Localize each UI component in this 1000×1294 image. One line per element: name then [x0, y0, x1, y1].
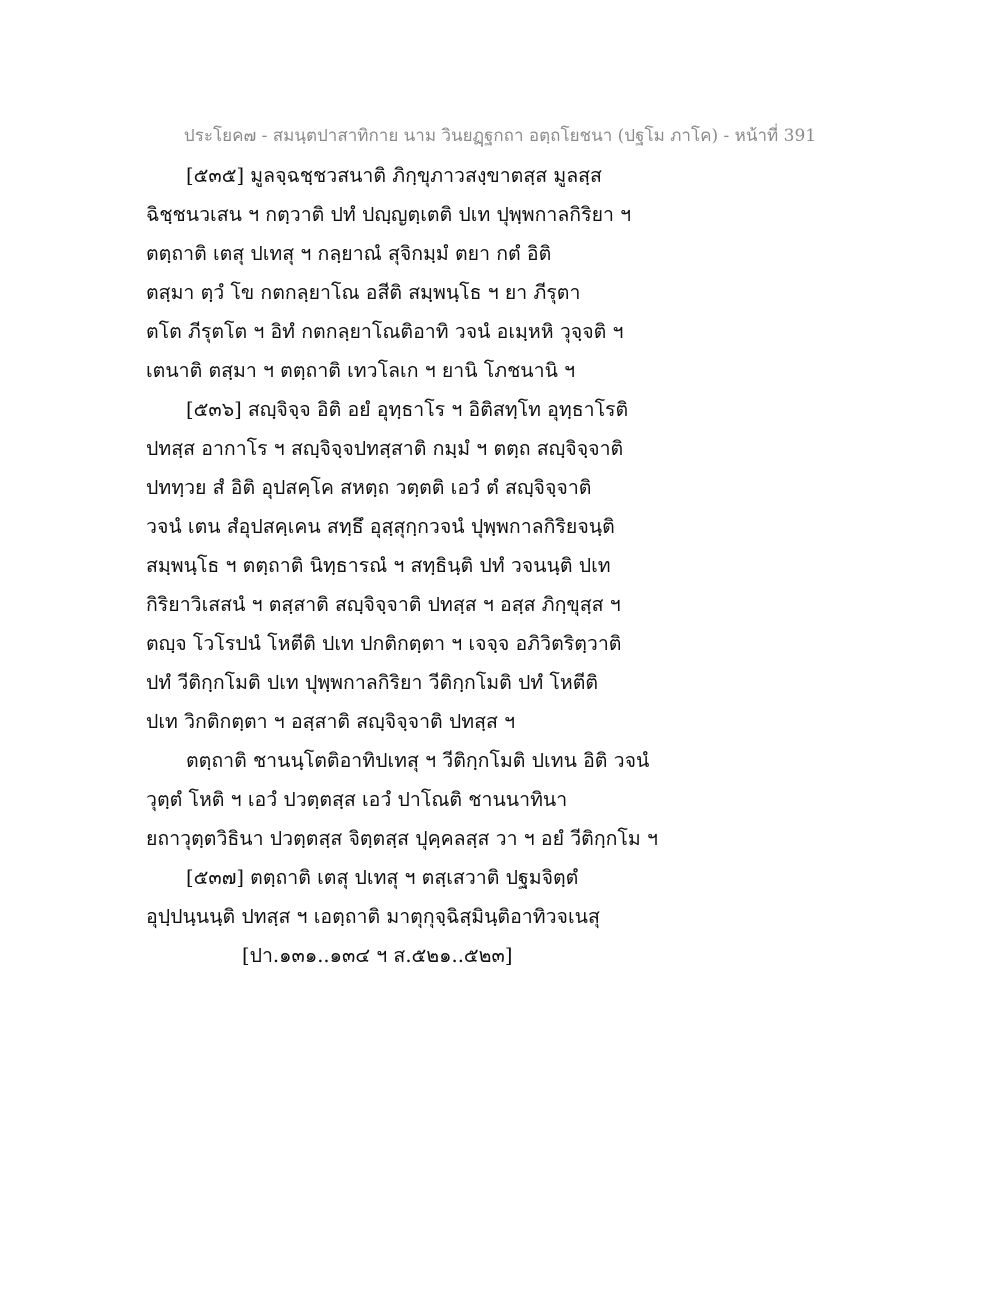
text-line: วุตฺตํ โหติ ฯ เอวํ ปวตฺตสฺส เอวํ ปาโณติ ชานนาทินา — [146, 788, 568, 811]
text-line: ปทสฺส อากาโร ฯ สญฺจิจฺจปทสฺสาติ กมฺมํ ฯ ตตฺถ สญฺจิจฺจาติ — [146, 437, 624, 460]
text-line: วจนํ เตน สํอุปสคฺเคน สทฺธึ อุสฺสุกฺกวจนํ ปุพฺพกาลกิริยจนฺติ — [146, 515, 615, 538]
text-line: ปทํ วีติกฺกโมติ ปเท ปุพฺพกาลกิริยา วีติกฺกโมติ ปทํ โหตีติ — [146, 671, 599, 694]
text-line: ตตฺถาติ ชานนฺโตติอาทิปเทสุ ฯ วีติกฺกโมติ ปเทน อิติ วจนํ — [186, 749, 650, 772]
text-line: อุปฺปนฺนนฺติ ปทสฺส ฯ เอตฺถาติ มาตุกุจฺฉิสฺมินฺติอาทิวจเนสุ — [146, 905, 600, 928]
text-line: [๕๓๗] ตตฺถาติ เตสุ ปเทสุ ฯ ตสฺเสวาติ ปฐมจิตฺตํ — [186, 866, 579, 889]
text-line: กิริยาวิเสสนํ ฯ ตสฺสาติ สญฺจิจฺจาติ ปทสฺส ฯ อสฺส ภิกฺขุสฺส ฯ — [146, 593, 621, 616]
text-line: ตญฺจ โวโรปนํ โหตีติ ปเท ปกติกตฺตา ฯ เจจฺจ อภิวิตริตฺวาติ — [146, 632, 622, 655]
text-line: [๕๓๕] มูลจฺฉชฺชวสนาติ ภิกฺขุภาวสงฺขาตสฺส มูลสฺส — [186, 164, 602, 187]
page-header: ประโยค๗ - สมนฺตปาสาทิกาย นาม วินยฏฺฐกถา อตฺถโยชนา (ปฐโม ภาโค) - หน้าที่ 391 — [183, 126, 817, 146]
reference-line: [ปา.๑๓๑..๑๓๔ ฯ ส.๕๒๑..๕๒๓] — [242, 944, 513, 967]
text-line: ปททฺวย สํ อิติ อุปสคฺโค สหตฺถ วตฺตติ เอวํ ตํ สญฺจิจฺจาติ — [146, 476, 592, 499]
text-line: [๕๓๖] สญฺจิจฺจ อิติ อยํ อุทฺธาโร ฯ อิติสทฺโท อุทฺธาโรติ — [186, 398, 629, 421]
text-line: ฉิชฺชนวเสน ฯ กตฺวาติ ปทํ ปญฺญตฺเตติ ปเท ปุพฺพกาลกิริยา ฯ — [146, 203, 632, 226]
text-line: ยถาวุตฺตวิธินา ปวตฺตสฺส จิตฺตสฺส ปุคฺคลสฺส วา ฯ อยํ วีติกฺกโม ฯ — [146, 827, 658, 850]
text-line: ตสฺมา ตฺวํ โข กตกลฺยาโณ อสีติ สมฺพนฺโธ ฯ ยา ภีรุตา — [146, 281, 581, 304]
text-line: สมฺพนฺโธ ฯ ตตฺถาติ นิทฺธารณํ ฯ สทฺธินฺติ ปทํ วจนนฺติ ปเท — [146, 554, 611, 577]
text-line: ตตฺถาติ เตสุ ปเทสุ ฯ กลฺยาณํ สุจิกมฺมํ ตยา กตํ อิติ — [146, 242, 552, 265]
text-line: เตนาติ ตสฺมา ฯ ตตฺถาติ เทวโลเก ฯ ยานิ โภชนานิ ฯ — [146, 359, 576, 382]
text-line: ตโต ภีรุตโต ฯ อิทํ กตกลฺยาโณติอาทิ วจนํ อเมฺหหิ วุจฺจติ ฯ — [146, 320, 624, 343]
body-text — [146, 156, 866, 975]
text-line: ปเท วิกติกตฺตา ฯ อสฺสาติ สญฺจิจฺจาติ ปทสฺส ฯ — [146, 710, 516, 733]
